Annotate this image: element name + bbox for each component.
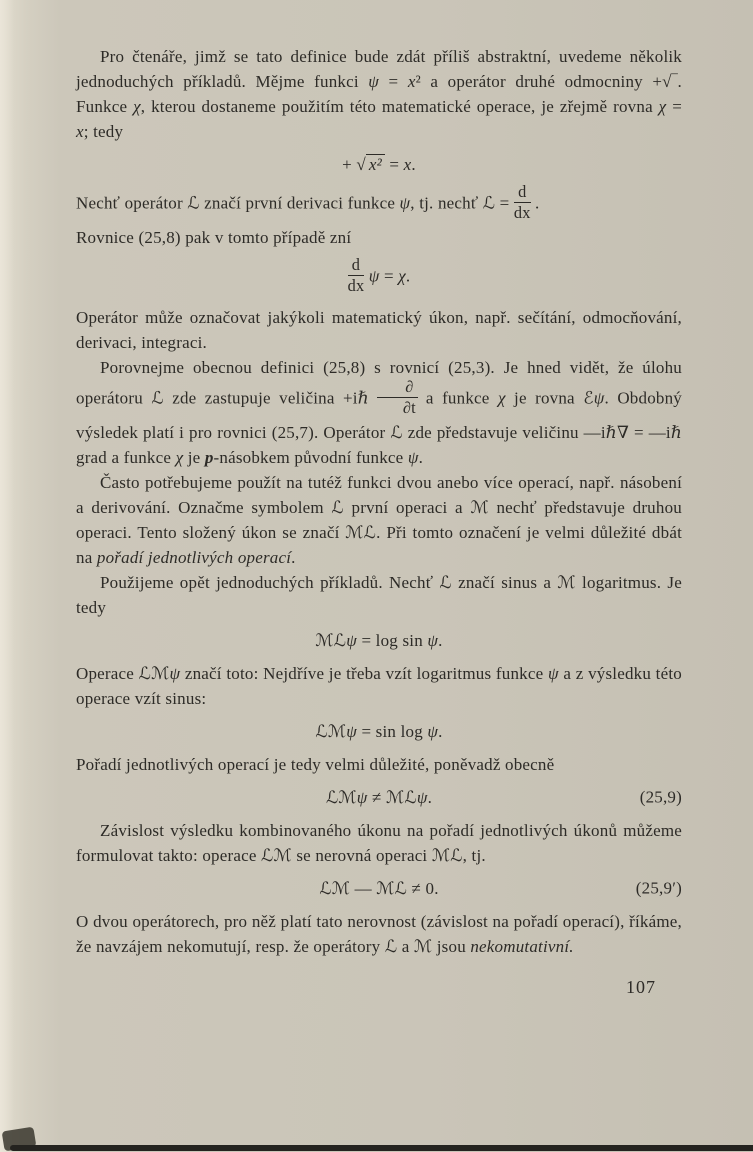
inline-fraction: $\frac{d}{dx}$ xyxy=(347,254,365,295)
paragraph-2: Nechť operátor ℒ značí první derivaci funkce ψ, tj. nechť ℒ = $\frac{d}{dx}$ . xyxy=(76,182,540,223)
inline-fraction: $\frac{\partial}{\partial t}$ xyxy=(377,378,417,418)
page-number: 107 xyxy=(626,976,656,997)
equation-5-number: (25,9) xyxy=(639,787,682,807)
paragraph-8: Operace ℒℳψ značí toto: Nejdříve je třeba vzít logaritmus funkce ψ a z výsledku této operace vzít sinus: xyxy=(76,663,682,708)
paragraph-5: Porovnejme obecnou definici (25,8) s rovnicí (25,3). Je hned vidět, že úlohu operátoru ℒ zde zastupuje veličina +iℏ $\frac{\partial}{\partial t}$ a funkce χ je rovna ℰψ. Obdobný výsledek platí i pro rovnici (25,7). Operátor ℒ zde představuje veličinu —iℏ∇ = —iℏ grad a funkce χ je p-násobkem původní funkce ψ. xyxy=(76,358,682,467)
equation-6-body: ℒℳ — ℳℒ ≠ 0. xyxy=(319,878,439,898)
paragraph-7: Použijeme opět jednoduchých příkladů. Nechť ℒ značí sinus a ℳ logaritmus. Je tedy xyxy=(76,572,682,617)
display-equation-3: ℳℒψ = log sin ψ. xyxy=(315,630,443,650)
radicand: x² xyxy=(366,154,385,174)
paragraph-3: Rovnice (25,8) pak v tomto případě zní xyxy=(76,227,352,247)
inline-fraction: $\frac{d}{dx}$ xyxy=(513,182,531,223)
paragraph-6: Často potřebujeme použít na tutéž funkci dvou anebo více operací, např. násobení a derivování. Označme symbolem ℒ první operaci a ℳ nechť představuje druhou operaci. Tento složený úkon se značí ℳℒ. Při tomto označení je velmi důležité dbát na pořadí jednotlivých operací. xyxy=(76,472,683,567)
text-column xyxy=(76,44,682,1000)
paragraph-1: Pro čtenáře, jimž se tato definice bude zdát příliš abstraktní, uvedeme několik jednoduchých příkladů. Mějme funkci ψ = x² a operátor druhé odmocniny +√‾. Funkce χ, kterou dostaneme použitím této matematické operace, je zřejmě rovna χ = x; tedy xyxy=(76,47,683,141)
equation-6-number: (25,9′) xyxy=(635,878,682,898)
display-equation-5 xyxy=(76,785,682,810)
paragraph-9: Pořadí jednotlivých operací je tedy velmi důležité, poněvadž obecně xyxy=(76,754,555,774)
display-equation-4: ℒℳψ = sin log ψ. xyxy=(315,721,443,741)
radical-sign: √ xyxy=(356,155,366,174)
equation-5-body: ℒℳψ ≠ ℳℒψ. xyxy=(325,787,433,807)
paragraph-10: Závislost výsledku kombinovaného úkonu na pořadí jednotlivých úkonů můžeme formulovat takto: operace ℒℳ se nerovná operaci ℳℒ, tj. xyxy=(76,820,682,865)
display-equation-2: $\frac{d}{dx}$ ψ = χ. xyxy=(347,254,411,295)
scan-bottom-edge xyxy=(10,1145,753,1151)
paragraph-4: Operátor může označovat jakýkoli matematický úkon, např. sečítání, odmocňování, derivaci, integraci. xyxy=(76,308,682,353)
paragraph-11: O dvou operátorech, pro něž platí tato nerovnost (závislost na pořadí operací), říkáme, že navzájem nekomutují, resp. že operátory ℒ a ℳ jsou nekomutativní. xyxy=(76,911,682,956)
scan-left-edge xyxy=(0,0,14,1152)
display-equation-1: + √ x² = x. xyxy=(342,155,416,174)
display-equation-6 xyxy=(76,876,682,901)
